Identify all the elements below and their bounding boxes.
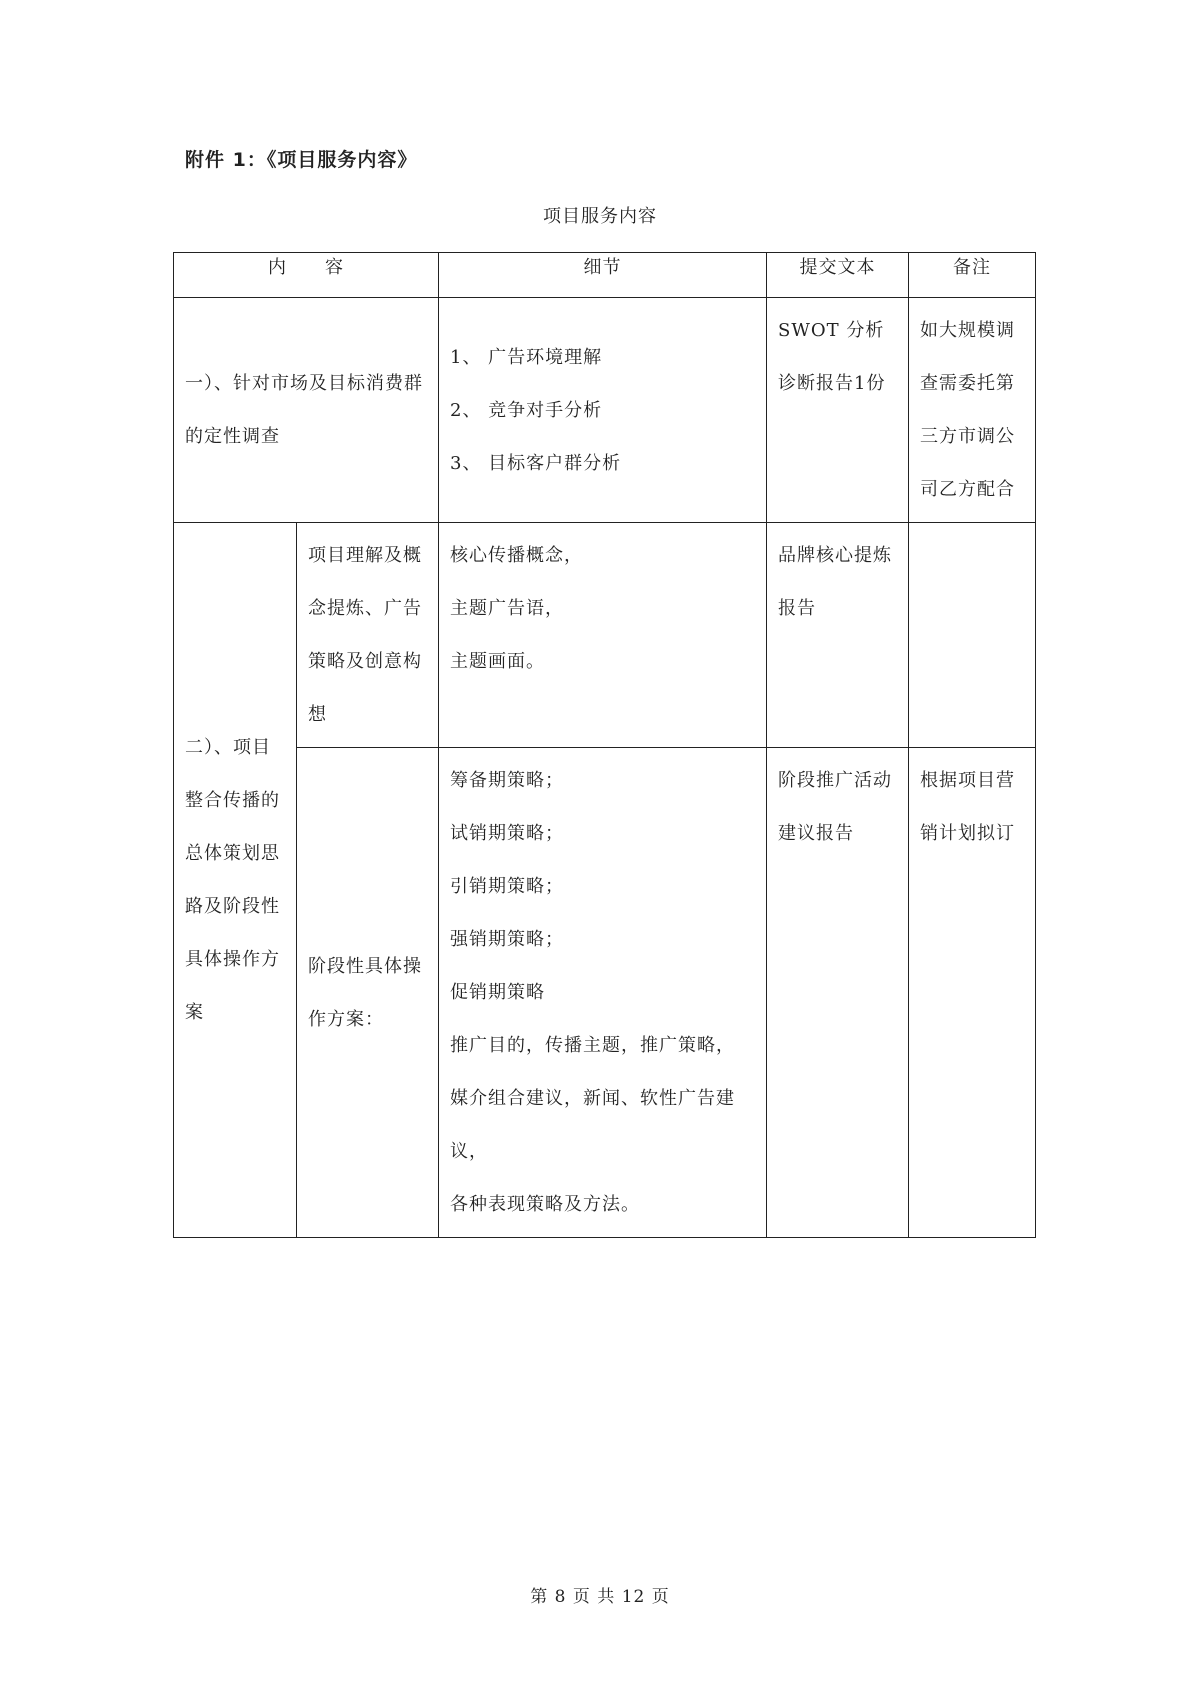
- row2-sub2-deliverable: 阶段推广活动建议报告: [767, 748, 909, 1238]
- table-row: [174, 298, 1036, 523]
- row2-sub2-detail-line: 推广目的，传播主题，推广策略，: [450, 1035, 735, 1056]
- row1-remark: 如大规模调查需委托第三方市调公司乙方配合: [909, 298, 1036, 523]
- attachment-heading: 附件 1：《项目服务内容》: [185, 149, 418, 171]
- row2-sub2-detail-line: 试销期策略；: [450, 823, 564, 844]
- row2-sub2-content: 阶段性具体操作方案：: [297, 748, 439, 1238]
- row1-detail-line: 3、 目标客户群分析: [450, 452, 622, 474]
- row1-deliverable: SWOT 分析诊断报告1份: [767, 298, 909, 523]
- row2-sub2-detail-line: 筹备期策略；: [450, 770, 564, 791]
- row1-detail-line: 2、 竞争对手分析: [450, 399, 603, 421]
- row2-sub1-details: [439, 523, 767, 748]
- table-row: [174, 523, 1036, 748]
- row2-sub1-detail-line: 主题广告语，: [450, 598, 564, 619]
- row2-sub2-detail-line: 强销期策略；: [450, 929, 564, 950]
- header-deliverable: 提交文本: [767, 253, 909, 298]
- service-content-table: [173, 252, 1036, 1238]
- row2-sub2-details: [439, 748, 767, 1238]
- table-row: [174, 748, 1036, 1238]
- row1-detail-line: 1、 广告环境理解: [450, 346, 603, 368]
- row2-sub1-detail-line: 核心传播概念，: [450, 545, 583, 566]
- row2-sub2-detail-line: 促销期策略: [450, 982, 545, 1003]
- row2-sub1-detail-line: 主题画面。: [450, 651, 545, 672]
- header-remark: 备注: [909, 253, 1036, 298]
- page-footer: 第 8 页 共 12 页: [530, 1587, 670, 1607]
- table-caption: 项目服务内容: [543, 206, 657, 227]
- row2-sub2-detail-line: 引销期策略；: [450, 876, 564, 897]
- row2-content: 二）、项目整合传播的总体策划思路及阶段性具体操作方案: [174, 523, 297, 1238]
- row2-sub1-deliverable: 品牌核心提炼报告: [767, 523, 909, 748]
- row2-sub2-remark: 根据项目营销计划拟订: [909, 748, 1036, 1238]
- row2-sub2-detail-line: 各种表现策略及方法。: [450, 1194, 640, 1215]
- row2-sub1-content: 项目理解及概念提炼、广告策略及创意构想: [297, 523, 439, 748]
- row2-sub2-detail-line: 媒介组合建议，新闻、软性广告建议，: [450, 1088, 735, 1162]
- table-header-row: [174, 253, 1036, 298]
- row1-content: 一）、针对市场及目标消费群的定性调查: [174, 298, 439, 523]
- header-detail: 细节: [439, 253, 767, 298]
- row2-sub1-remark: [909, 523, 1036, 748]
- row1-details: [439, 298, 767, 523]
- header-content: 内 容: [174, 253, 439, 298]
